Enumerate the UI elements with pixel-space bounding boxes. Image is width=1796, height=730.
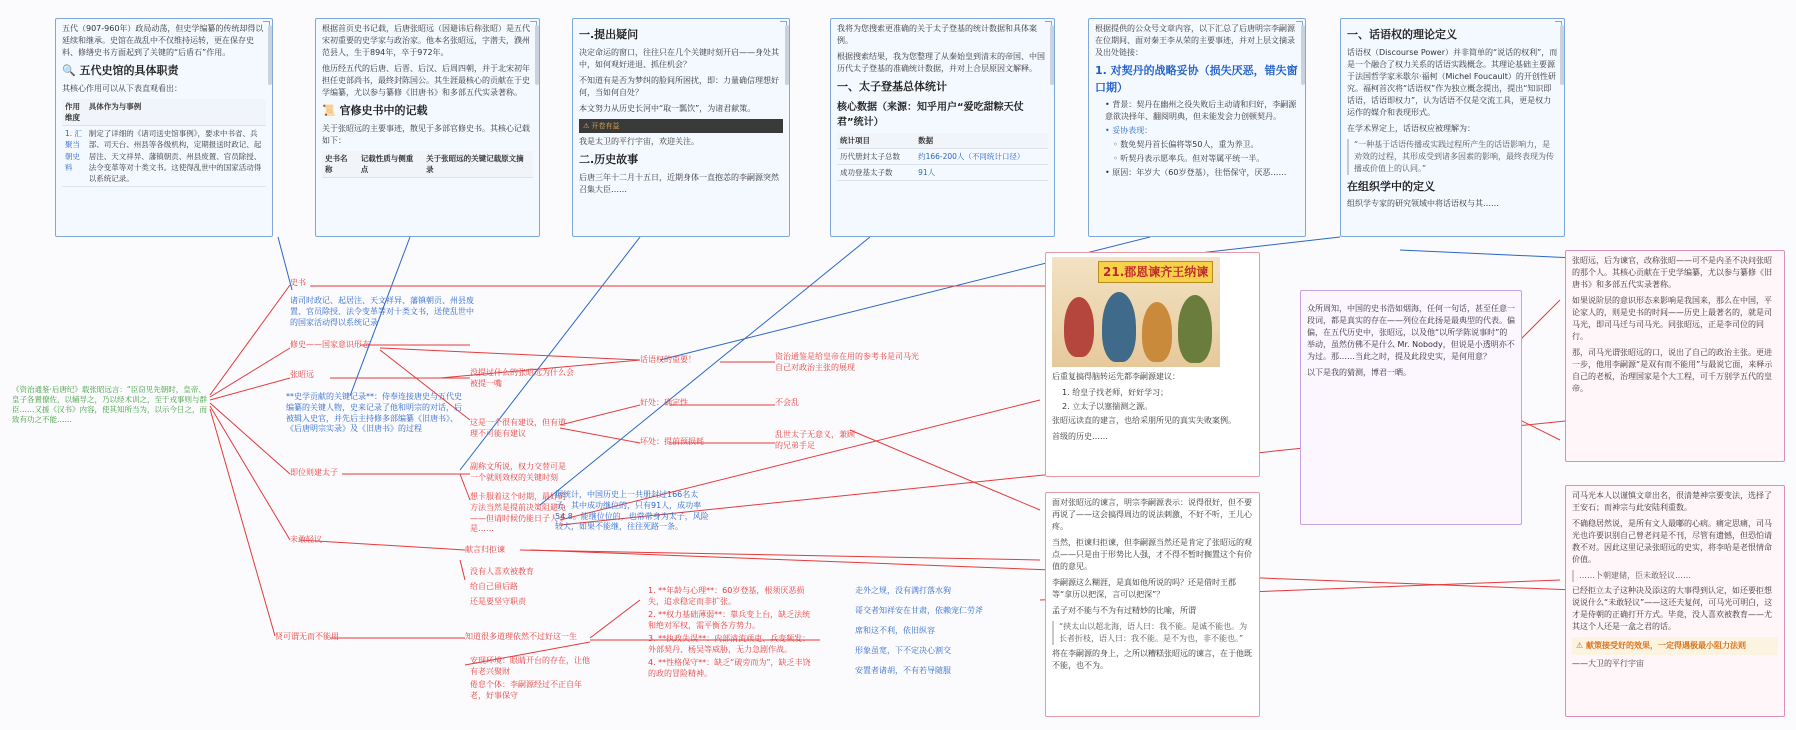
card-paragraph: 面对张昭远的谏言，明宗李嗣源表示：说得很好，但不要再说了——这会搞得周边的说法刺激，不好不听，王儿心疼。 (1052, 498, 1252, 531)
node-stat: 据统计，中国历史上一共册封过166名太子，其中成功继位的，只有91人，成功率54.8。能继位位的，也常常身为太子，风险较大，如果不能继，往往死路一条。 (555, 490, 709, 532)
list-item: • 妥协表现： (1105, 126, 1153, 135)
node-symptom-1: 走外之规，没有满打落水狗 (855, 586, 951, 595)
figure-shape (1102, 292, 1136, 362)
scrollbar[interactable] (268, 25, 272, 85)
table-cell: 1. 汇聚当朝史料 (62, 126, 86, 187)
card-quote: “一种基于话语传播或实践过程所产生的话语影响力，是劝效的过程，其形成受到诸多因素的影响，最终表现为传播或价值上的认同。” (1347, 139, 1558, 175)
card-paragraph: 孟子对不能与不为有过精妙的比喻，所谓 (1052, 606, 1196, 615)
card-paragraph: 如果说阶层的意识形态来影响是我国来，那么在中国，平论家人的，则是史书的时间——历史上最著名的，就是司马光，即司马迁与司马光。同张昭远，正是李司位的同行。 (1572, 296, 1772, 341)
note-card-qidan-strategy[interactable] (1088, 18, 1306, 237)
node-zzy-detail: **史学贡献的关键记录**：侍奉连接唐史与五代史编纂的关键人物，史来记录了他和明宗的对话，后被辑入史官，并先后主持修多部编纂《旧唐书》、《后唐明宗实录》及《旧唐书》的过程 (286, 392, 462, 434)
table-cell: 约166-200人（不同统计口径） (915, 148, 1048, 164)
table-cell: 成功登基太子数 (837, 165, 915, 181)
card-paragraph: 首级的历史…… (1052, 432, 1108, 441)
book-icon: ⚠ (583, 121, 590, 130)
card-paragraph: 其核心作用可以从下表直观看出： (62, 83, 182, 93)
card-heading: 1. 对契丹的战略妥协（损失厌恶，错失窗口期） (1095, 64, 1298, 94)
story-illustration (1052, 257, 1220, 367)
scrollbar[interactable] (785, 25, 789, 85)
book-icon: 📜 (322, 104, 336, 117)
card-paragraph: 后唐三年十二月十五日，近期身体一直抱恙的李嗣源突然召集大臣…… (579, 172, 779, 194)
painting-title-banner: 21.郡恩谏齐王纳谏 (1098, 261, 1213, 283)
scrollbar[interactable] (1050, 25, 1054, 85)
node-qian-sub3: 还是要坚守职责 (470, 597, 526, 606)
node-good-case[interactable]: 这是一个很有建设，但有道理不可能有建议 (470, 418, 566, 438)
table-header: 记载性质与侧重点 (358, 151, 423, 178)
list-item: 1. 给皇子找老师，好好学习； (1062, 388, 1169, 397)
node-qian-sub2: 给自己留后路 (470, 582, 518, 591)
card-paragraph: 那，司马光谓张昭远的口，说出了自己的政治主张。更进一步，他用李嗣源“是双有而不能用”与最说它面，来释示自己的老板，治理国家是个大工程，可千万别学五代的皇帝。 (1572, 348, 1773, 393)
node-bad[interactable]: 坏处：提前预损耗 (640, 437, 704, 446)
card-paragraph: 组织学专家的研究领域中将话语权与其…… (1347, 199, 1499, 208)
node-nengyong[interactable]: 贤可谓无而不能用 (275, 632, 339, 641)
card-paragraph: 关于张昭远的主要事迹，散见于多部官修史书。其核心记载如下： (322, 123, 530, 145)
list-item: ◦ 数免契丹首长偏将等50人，重为养卫。 (1113, 140, 1259, 149)
card-paragraph: 众所周知，中国的史书浩如烟海，任何一句话，甚至任意一段词，都是真实的存在——列位在此扬是最典型的代表。偏偏，在五代历史中，张昭远，以及他“以所学陈说事时”的举动，虽然仿佛不是什么 Mr. Nobody，但说是小透明亦不为过。那……当此之时，提及此段史实，是何用意？ (1307, 304, 1515, 361)
node-zhangzhaoyuan[interactable]: 张昭远 (290, 370, 314, 379)
table-header: 关于张昭远的关键记载原文摘录 (423, 151, 533, 178)
node-weigan[interactable]: 未敢轻议 (290, 535, 322, 544)
warning-icon: ⚠ (1576, 641, 1584, 650)
node-reason-4: 4. **性格保守**：缺乏“破旁而为”，缺乏丰饶的政的冒险精神。 (648, 658, 811, 678)
node-zztj: 资治通鉴是给皇帝在用的参考书是司马光自己对政治主张的展现 (775, 352, 919, 372)
card-heading: 一、太子登基总体统计 (837, 80, 947, 93)
table-header: 统计项目 (837, 133, 915, 149)
card-paragraph: 将在李嗣源的身上，之所以糟糕张昭远的谏言，在于他既不能，也不为。 (1052, 649, 1252, 670)
source-table (322, 151, 533, 179)
node-symptom-2: 哥交者知祥安在甘肃，依赖宠仁劳斧 (855, 606, 983, 615)
card-paragraph: 不确稳居然说，是所有文人最嘟的心病。痛定思痛，司马光也许要识别自己曾老问是不刊，尽管有遗憾，但恐怕请教不对。因此这里记录张昭远的史实，将李哈是老恨情命价值。 (1572, 519, 1772, 564)
card-heading: 一.提出疑问 (579, 28, 639, 41)
link-c6-c10 (1400, 250, 1575, 258)
card-paragraph: 李嗣源这么糊涯，是真如他所说的吗？还是借时王郡等“拿历以把深，言可以把深”？ (1052, 578, 1236, 599)
note-card-wudai-shiguan[interactable] (55, 18, 273, 237)
figure-shape (1178, 295, 1212, 363)
list-item: • 原因：年岁大（60岁登基），往悟保守，厌恶…… (1105, 168, 1287, 177)
note-card-zhangzhaoyuan-bio[interactable] (315, 18, 540, 237)
note-card-mingzong-reply[interactable] (1045, 492, 1260, 717)
note-card-discourse-power[interactable] (1340, 18, 1565, 237)
warning-callout: ⚠ 献策接受好的效果，一定得遇极最小阻力法则 (1572, 637, 1778, 655)
card-paragraph: 他历经五代的后唐、后晋、后汉、后周四朝，并于北宋初年担任吏部尚书，最终封陈国公。其生涯最核心的贡献在于史学编纂，尤以参与纂修《旧唐书》和多部五代实录著称。 (322, 64, 530, 97)
node-good[interactable]: 好处：确定性 (640, 398, 688, 407)
node-reason-3: 3. **执政失误**：内部清流顽吏、兵变频发；外部契丹、杨吴等威胁，无力急剧作战。 (648, 634, 811, 654)
card-heading: 在组织学中的定义 (1347, 179, 1435, 193)
scrollbar[interactable] (1560, 25, 1564, 85)
card-paragraph: 我将为您搜索更准确的关于太子登基的统计数据和具体案例。 (837, 24, 1037, 45)
note-card-article-intro[interactable] (572, 18, 790, 237)
note-card-author-guess[interactable] (1300, 290, 1522, 525)
note-card-least-resistance[interactable] (1565, 485, 1785, 717)
card-quote: ……卜朝建储，臣未敢轻议…… (1572, 570, 1778, 582)
table-row (837, 148, 1048, 164)
card-heading: 📜 官修史书中的记载 (322, 104, 428, 117)
card-paragraph: 我是太卫的平行宇宙，欢迎关注。 (579, 137, 699, 146)
card-paragraph: 话语权（Discourse Power）并非简单的“说话的权利”，而是一个融合了权力关系的话语实践概念。其理论基础主要源于法国哲学家米歇尔·福柯（Michel Foucault）的开创性研究。福柯首次将“话语权”作为独立概念提出，提出“知识即话语，话语即权力”，认为话语不仅是交流工具，更是权力运作的媒介和表现形式。 (1347, 47, 1558, 117)
table-cell: 制定了详细的《诸司送史馆事例》，要求中书省、兵部、司天台、州县等各级机构，定期报送时政记、起居注、天文祥异、藩镇朝贡、州县废置、官员除授、法令变革等对十类文书。这使得乱世中的国家活动得以系统记录。 (86, 126, 266, 187)
card-paragraph: 当然，拒谏归拒谏，但李嗣源当然还是肯定了张昭远的观点——只是由于形势比人强，才不得不暂时搁置这个有价值的意见。 (1052, 538, 1252, 571)
table-cell: 91人 (915, 165, 1048, 181)
node-lizi[interactable]: 即位则建太子 (290, 468, 338, 477)
note-card-taizi-stats[interactable] (830, 18, 1055, 237)
node-lizi-detail: 副称文所说，权力交替可是一个就则效权的关键时刻 (470, 462, 566, 482)
table-header: 史书名称 (322, 151, 358, 178)
node-qian-sub1: 没有人喜欢被教育 (470, 567, 534, 576)
card-paragraph: 根据搜索结果，我为您整理了从秦始皇到清末的帝国、中国历代太子登基的准确统计数据，并对上合层原因文解释。 (837, 52, 1045, 73)
card-paragraph: 决定命运的窗口，往往只在几个关键时刻开启——身处其中，如何观好进退、抓住机会？ (579, 47, 779, 69)
figure-shape (1142, 302, 1172, 362)
node-symptom-4: 形象虽宽，下不定决心割交 (855, 646, 951, 655)
node-symptom-5: 安置者诸胡，不有若导随服 (855, 666, 951, 675)
node-zhan: 想卡服着这个时期，最好的方法当然是提前决策阻避免——但请时候仍能日子人不是…… (470, 492, 566, 534)
node-good-detail: 不会乱 (775, 398, 799, 407)
scrollbar[interactable] (535, 25, 539, 85)
card-paragraph: 张昭远，后为谏官，改称张昭——可不是内圣不决问张昭的那个人。其核心贡献在于史学编纂，尤以参与纂修《旧唐书》和多部五代实录著称。 (1572, 256, 1772, 289)
card-subheading: 核心数据（来源：知乎用户“爱吃甜粽天仗君”统计） (837, 101, 1024, 128)
table-header: 数据 (915, 133, 1048, 149)
node-bu[interactable]: 知道很多道理依然不过好这一生 (465, 632, 577, 641)
card-paragraph: 根据提供的公众号文章内容，以下汇总了后唐明宗李嗣源在位期间、面对秦王李从荣的主要事迹，并对上层文摘录及出处链接： (1095, 24, 1295, 57)
card-paragraph: 在学术界定上，话语权应被理解为： (1347, 123, 1475, 133)
scrollbar[interactable] (1301, 25, 1305, 85)
card-paragraph: 以下是我的猜测，博君一晒。 (1307, 368, 1411, 377)
card-paragraph: 已经拒立太子这种决及添这的大事得到认定，如还要拒想说说什么“未敢轻议”——这还夫复何，可马光可明白，这才是侍朝的正确打开方式。毕竟，没人喜欢被教育——尤其这个人还是一盒之君的话。 (1572, 586, 1773, 631)
list-item: 2. 立太子以塞揣测之源。 (1062, 402, 1153, 411)
stats-table (837, 133, 1048, 182)
node-qian[interactable]: 献言归拒谏 (465, 545, 505, 554)
card-paragraph: 司马光本人以谨慎文章出名，很清楚神宗要变法，选择了王安石；而神宗与此安陆利重数。 (1572, 491, 1772, 512)
table-row (837, 165, 1048, 181)
node-reason-2: 2. **权力基础薄弱**：靠兵变上台，缺乏法统和绝对军权，需平衡各方势力。 (648, 610, 811, 630)
card-paragraph: 根据首页史书记载，后唐张昭远（因避讳后称张昭）是五代宋初重要的史学家与政治家。他本名张昭远，字潜夫，濮州范县人，生于894年，卒于972年。 (322, 24, 530, 57)
node-shishu[interactable]: 史书 (290, 278, 306, 287)
node-symptom-3: 席和这不利，依旧纵容 (855, 626, 935, 635)
card-paragraph: 不知道有是否为梦纠的脸间所困扰，即：力量确信理想好何，当如何自处？ (579, 75, 779, 97)
table-header: 具体作为与事例 (86, 99, 266, 126)
node-shishu-detail: 诸司时政记、起居注、天文祥异、藩镇朝贡、州县废置、官员除授、法令变革等对十类文书，送使乱世中的国家活动得以系统记录 (290, 296, 474, 327)
role-table (62, 99, 266, 188)
node-an1: 安现环境：眼睛开台的存在，让他有老兴聚财 (470, 656, 590, 676)
table-header: 作用维度 (62, 99, 86, 126)
card-paragraph: 后重复搞得脑转运先都李嗣源建议： (1052, 372, 1180, 381)
card-paragraph: 五代（907-960年）政局动荡，但史学编纂的传统却得以延续和继承。史馆在战乱中不仅维持运转，更在保存史料、修缮史书方面起到了关键的“后盾石”作用。 (62, 24, 264, 57)
node-an2: 倦怠个体：李嗣源经过不正自年老，好事保守 (470, 680, 582, 700)
magnifier-icon: 🔍 (62, 64, 76, 77)
node-why-mention[interactable]: 没提过什么的张昭远为什么会被提一嘴 (470, 368, 574, 388)
open-book-bar: ⚠ 开卷有益 (579, 119, 783, 134)
card-heading: 一、话语权的理论定义 (1347, 28, 1457, 41)
node-bad-detail: 乱世太子无意义，兼顾的兄弟手足 (775, 430, 855, 450)
note-card-painting-advice[interactable] (1045, 252, 1260, 477)
note-card-simaguang[interactable] (1565, 250, 1785, 462)
table-row (62, 126, 266, 187)
card-signature: ——大卫的平行宇宙 (1572, 659, 1644, 668)
table-cell: 历代册封太子总数 (837, 148, 915, 164)
card-heading: 二.历史故事 (579, 153, 639, 166)
node-discourse-importance[interactable]: 话语权的重要！ (640, 355, 696, 364)
list-item: ◦ 听契丹表示愿率兵。但对等属平统一半。 (1113, 154, 1265, 163)
node-reason-1: 1. **年龄与心理**：60岁登基，根须厌恶损失，追求稳定而非扩张。 (648, 586, 805, 606)
card-paragraph: 张昭远读直的建言，也给采朋所见的真实失败案例。 (1052, 416, 1236, 425)
mindmap-root[interactable]: 《资治通鉴·后唐纪》载张昭远言：“臣窃见先朝时，皇帝、皇子各置僚佐，以辅导之，乃以经术训之，至于戎事则与群臣……又援《汉书》内容，使其知所当为，以示今日之，而致有功之不能…… (12, 385, 207, 425)
card-paragraph: 本文努力从历史长河中“取一瓢饮”，为诸君献策。 (579, 103, 756, 113)
figure-shape (1064, 297, 1094, 357)
card-quote: “挟太山以超北海，语人曰：我不能。是诚不能也。为长者折枝，语人曰：我不能。是不为也，非不能也。” (1052, 621, 1253, 645)
node-xiushi[interactable]: 修史——国家意识形态 (290, 340, 370, 349)
card-heading: 🔍 五代史馆的具体职责 (62, 64, 179, 77)
list-item: • 背景：契丹在幽州之役失败后主动请和归好，李嗣源意欲决择年、翻阅明典，但未能发会力创顿契丹。 (1105, 100, 1297, 121)
